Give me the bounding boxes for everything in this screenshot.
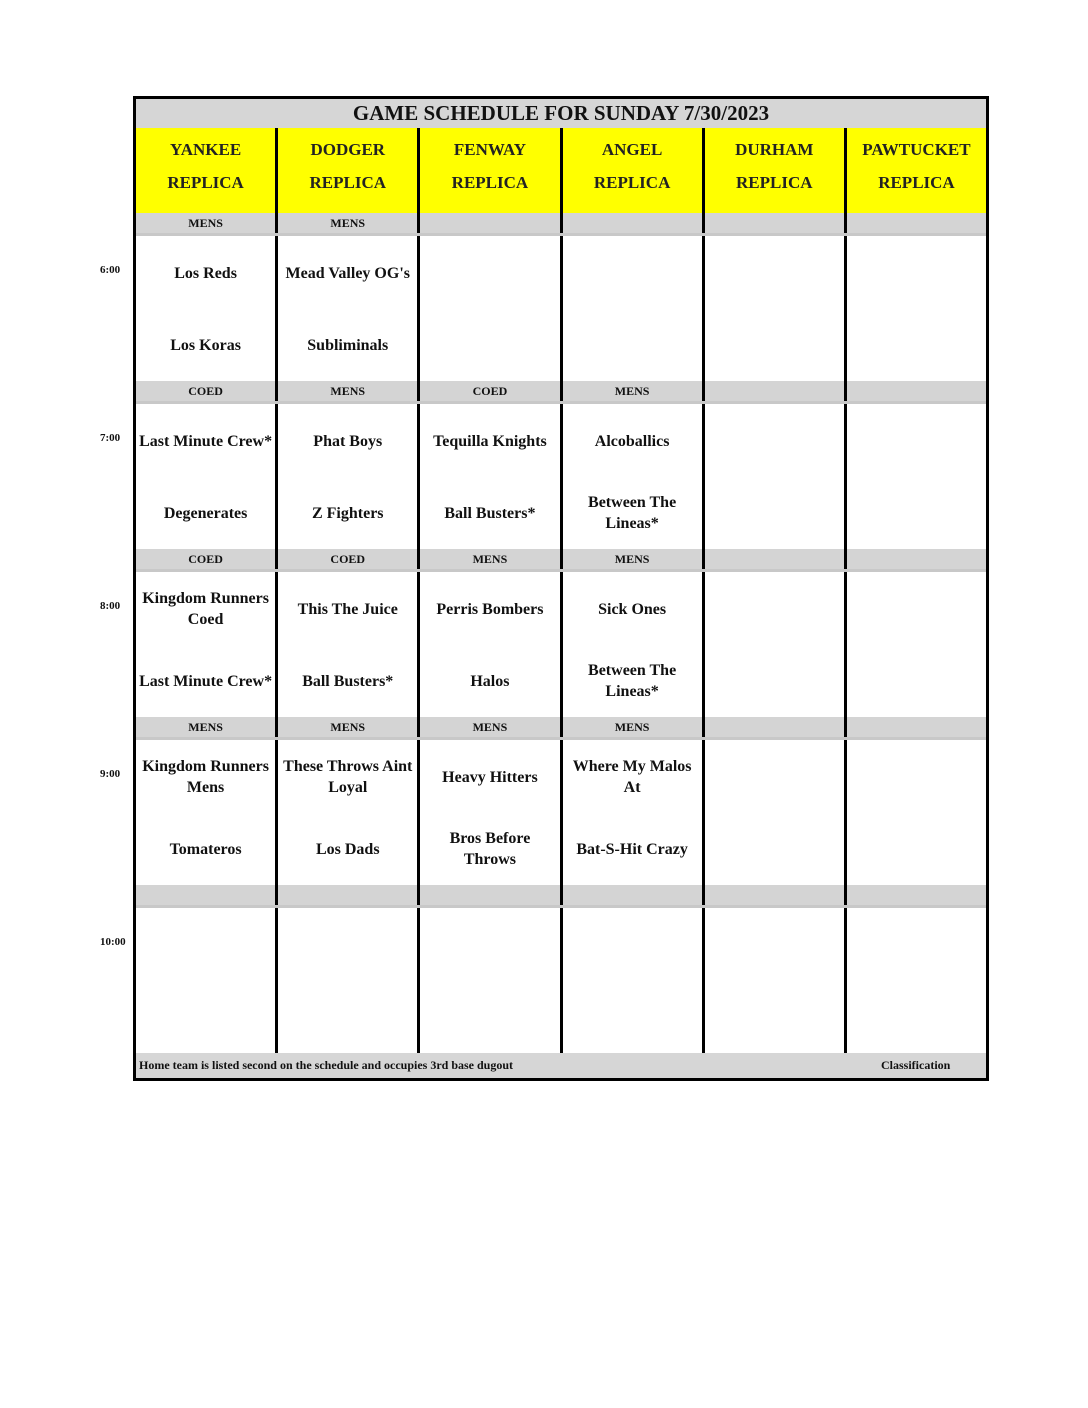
field-header-2 [278,128,417,213]
field-header-1 [136,128,275,213]
away-team: Perris Bombers [436,600,544,618]
game-cell [847,908,986,1053]
game-row [136,740,986,885]
game-cell [278,740,417,885]
classification-cell [705,213,844,233]
classification-cell [847,549,986,569]
field-header-3 [420,128,559,213]
classification-cell [420,213,559,233]
away-team [707,920,842,970]
home-team [849,656,984,706]
schedule-sheet [133,96,989,1081]
away-team [707,584,842,634]
classification-cell: MENS [278,381,417,401]
classification-cell [705,381,844,401]
away-team: Alcoballics [594,432,670,450]
away-team: Phat Boys [313,432,383,450]
home-team [849,824,984,874]
game-cell [278,908,417,1053]
field-subtitle: REPLICA [736,173,813,192]
home-team: Degenerates [163,504,248,522]
home-team: Los Dads [315,840,380,858]
away-team [707,248,842,298]
classification-row [136,213,986,233]
classification-legend: Classification [881,1058,951,1072]
game-cell [705,236,844,381]
time-label: 10:00 [100,936,126,948]
away-team: Heavy Hitters [442,768,538,786]
field-subtitle: REPLICA [167,173,244,192]
game-cell [136,572,275,717]
away-team: This The Juice [297,600,398,618]
field-name: FENWAY [453,140,526,159]
game-cell [136,740,275,885]
time-label: 6:00 [100,264,121,276]
time-label: 8:00 [100,600,121,612]
away-team [707,752,842,802]
field-header-6 [847,128,986,213]
classification-cell: MENS [278,717,417,737]
game-cell [136,404,275,549]
home-team: Ball Busters* [444,504,536,522]
game-cell [420,572,559,717]
home-team [707,824,842,874]
field-subtitle: REPLICA [309,173,387,192]
game-cell [563,908,702,1053]
classification-row [136,549,986,569]
game-cell [563,236,702,381]
classification-row [136,885,986,905]
classification-cell [563,885,702,905]
classification-cell [847,885,986,905]
field-header-4 [563,128,702,213]
home-team: Los Koras [170,336,241,354]
game-row [136,404,986,549]
classification-cell [563,213,702,233]
home-team-note: Home team is listed second on the schedule and occupies 3rd base dugout [139,1058,514,1072]
game-row [136,572,986,717]
classification-cell: MENS [563,717,702,737]
home-team [849,320,984,370]
classification-cell [705,717,844,737]
home-team: Subliminals [307,336,389,354]
away-team: These Throws Aint Loyal [283,758,413,796]
home-team [422,992,557,1042]
footer-bar [136,1049,986,1078]
home-team [707,992,842,1042]
field-name: DURHAM [735,140,814,159]
game-cell [420,908,559,1053]
field-name: ANGEL [601,140,663,159]
away-team: Mead Valley OG's [285,264,410,282]
away-team: Kingdom Runners Coed [142,590,269,628]
home-team: Last Minute Crew* [139,672,273,690]
game-cell [278,572,417,717]
home-team: Halos [470,672,510,690]
home-team [707,488,842,538]
game-cell [705,740,844,885]
away-team: Los Reds [174,264,237,282]
field-header-row [136,128,986,216]
classification-cell: MENS [278,213,417,233]
away-team [280,920,415,970]
away-team [849,416,984,466]
classification-cell [847,381,986,401]
home-team [280,992,415,1042]
home-team: Ball Busters* [302,672,394,690]
home-team: Z Fighters [311,504,384,522]
away-team [565,248,700,298]
home-team [422,320,557,370]
away-team [422,248,557,298]
game-cell [420,404,559,549]
field-name: PAWTUCKET [862,140,971,159]
game-cell [847,236,986,381]
classification-row [136,717,986,737]
away-team [849,248,984,298]
field-header-5 [705,128,844,213]
game-cell [705,908,844,1053]
field-name: YANKEE [170,140,242,159]
game-cell [563,404,702,549]
classification-cell: MENS [563,549,702,569]
game-cell [136,236,275,381]
game-cell [563,572,702,717]
home-team [707,320,842,370]
home-team: Between The Lineas* [588,494,677,532]
classification-cell [847,717,986,737]
game-cell [705,404,844,549]
classification-cell: MENS [563,381,702,401]
classification-cell: MENS [420,717,559,737]
field-name: DODGER [310,140,386,159]
classification-cell [705,549,844,569]
home-team: Bat-S-Hit Crazy [576,840,688,858]
field-subtitle: REPLICA [878,173,955,192]
classification-cell: MENS [420,549,559,569]
away-team [849,584,984,634]
home-team [565,320,700,370]
home-team [565,992,700,1042]
game-cell [847,572,986,717]
home-team: Between The Lineas* [588,662,677,700]
classification-cell [420,885,559,905]
classification-cell: MENS [136,213,275,233]
classification-cell [278,885,417,905]
home-team [849,488,984,538]
game-cell [278,404,417,549]
game-cell [420,740,559,885]
game-cell [847,740,986,885]
away-team: Where My Malos At [572,758,692,796]
away-team: Sick Ones [598,600,667,618]
field-subtitle: REPLICA [451,173,529,192]
away-team: Kingdom Runners Mens [142,758,269,796]
game-row [136,908,986,1053]
home-team [707,656,842,706]
classification-cell: COED [278,549,417,569]
time-label: 9:00 [100,768,121,780]
game-cell [563,740,702,885]
classification-cell: MENS [136,717,275,737]
classification-cell: COED [136,381,275,401]
classification-cell [705,885,844,905]
game-row [136,236,986,381]
away-team [707,416,842,466]
away-team [565,920,700,970]
field-subtitle: REPLICA [593,173,671,192]
game-cell [705,572,844,717]
classification-row [136,381,986,401]
game-cell [278,236,417,381]
schedule-title: GAME SCHEDULE FOR SUNDAY 7/30/2023 [136,99,986,131]
home-team [138,992,273,1042]
away-team [138,920,273,970]
game-cell [420,236,559,381]
away-team: Tequilla Knights [433,432,547,450]
home-team [849,992,984,1042]
classification-cell: COED [136,549,275,569]
home-team: Tomateros [169,840,242,858]
away-team [422,920,557,970]
game-cell [136,908,275,1053]
time-label: 7:00 [100,432,121,444]
away-team: Last Minute Crew* [139,432,273,450]
classification-cell [136,885,275,905]
classification-cell: COED [420,381,559,401]
classification-cell [847,213,986,233]
away-team [849,920,984,970]
away-team [849,752,984,802]
game-cell [847,404,986,549]
home-team: Bros Before Throws [449,830,531,868]
